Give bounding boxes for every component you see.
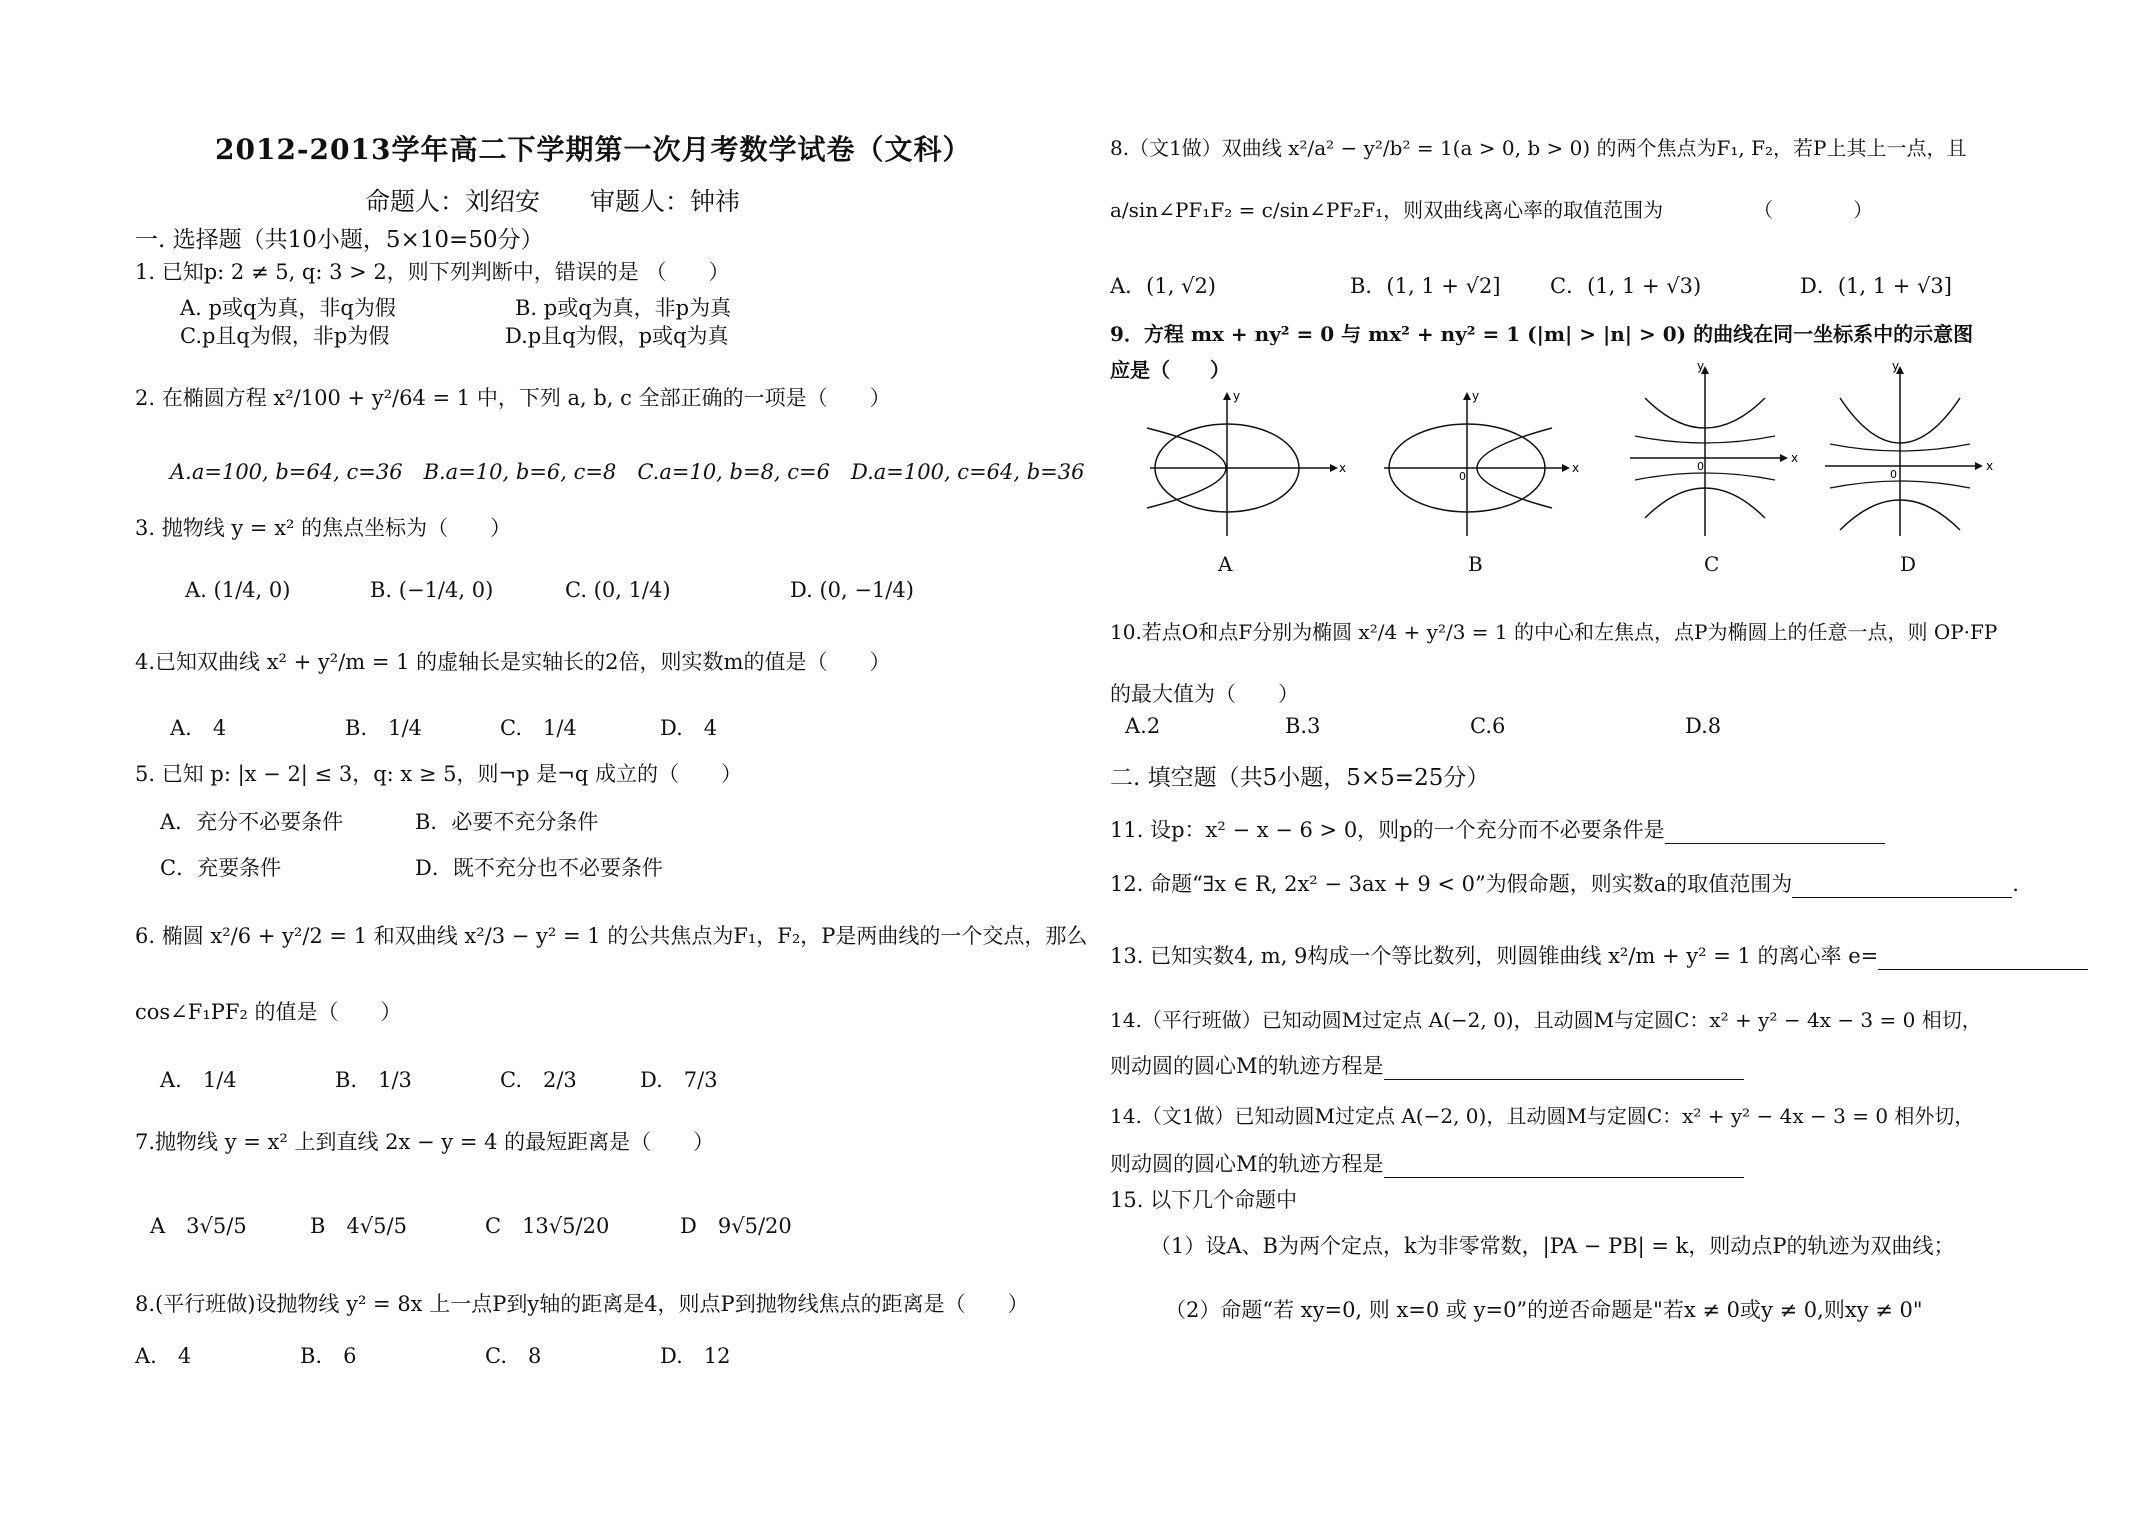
section-fill-heading: 二. 填空题（共5小题，5×5=25分）	[1110, 765, 1490, 791]
q12-end: .	[2012, 872, 2019, 896]
q8p-option-a: A. 4	[135, 1344, 192, 1368]
q5-option-a: A．充分不必要条件	[160, 810, 344, 834]
question-12	[1110, 870, 2019, 898]
question-8-parallel: 8.(平行班做)设抛物线 y² = 8x 上一点P到y轴的距离是4，则点P到抛物线焦点的距离是（ ）	[135, 1292, 1029, 1316]
svg-text:0: 0	[1890, 468, 1897, 481]
q4-option-b: B. 1/4	[345, 716, 422, 740]
q1-option-b: B. p或q为真，非p为真	[515, 296, 732, 320]
q9-caption-d: D	[1900, 552, 1917, 576]
q8p-option-b: B. 6	[300, 1344, 357, 1368]
q4-option-a: A. 4	[170, 716, 227, 740]
q8p-option-c: C. 8	[485, 1344, 542, 1368]
svg-text:x: x	[1572, 461, 1580, 475]
question-10: 10.若点O和点F分别为椭圆 x²/4 + y²/3 = 1 的中心和左焦点，点P为椭圆上的任意一点，则 OP·FP	[1110, 620, 1998, 644]
svg-text:y: y	[1892, 359, 1900, 373]
q14w-answer-blank[interactable]	[1384, 1155, 1744, 1178]
q8w-option-b: B．(1, 1 + √2]	[1350, 274, 1501, 298]
q8w-option-c: C．(1, 1 + √3)	[1550, 274, 1702, 298]
svg-text:x: x	[1339, 461, 1347, 475]
q10-option-a: A.2	[1125, 714, 1161, 738]
q6-option-a: A. 1/4	[160, 1068, 237, 1092]
question-10-cont: 的最大值为（ ）	[1110, 682, 1299, 706]
question-8-wen: 8.（文1做）双曲线 x²/a² − y²/b² = 1(a > 0, b > 0) 的两个焦点为F₁, F₂，若P上其上一点，且	[1110, 136, 1967, 160]
q7-option-c: C 13√5/20	[485, 1214, 610, 1238]
question-11-text: 11. 设p：x² − x − 6 > 0，则p的一个充分而不必要条件是	[1110, 818, 1665, 842]
question-2: 2. 在椭圆方程 x²/100 + y²/64 = 1 中，下列 a, b, c 全部正确的一项是（ ）	[135, 386, 891, 410]
q3-option-d: D. (0, −1/4)	[790, 578, 914, 602]
question-8-wen-cont: a/sin∠PF₁F₂ = c/sin∠PF₂F₁，则双曲线离心率的取值范围为 （ ）	[1110, 198, 1874, 222]
svg-text:y: y	[1472, 389, 1480, 403]
svg-text:x: x	[1986, 459, 1994, 473]
question-9: 9．方程 mx + ny² = 0 与 mx² + ny² = 1 (|m| > |n| > 0) 的曲线在同一坐标系中的示意图	[1110, 322, 1974, 346]
question-1: 1. 已知p: 2 ≠ 5, q: 3 > 2，则下列判断中，错误的是 （ ）	[135, 260, 730, 284]
q1-option-d: D.p且q为假，p或q为真	[505, 324, 729, 348]
question-7: 7.抛物线 y = x² 上到直线 2x − y = 4 的最短距离是（ ）	[135, 1130, 715, 1154]
q13-answer-blank[interactable]	[1878, 947, 2088, 970]
question-4: 4.已知双曲线 x² + y²/m = 1 的虚轴长是实轴长的2倍，则实数m的值是（ ）	[135, 650, 891, 674]
question-9-cont: 应是（ ）	[1110, 358, 1230, 382]
q3-option-a: A. (1/4, 0)	[185, 578, 291, 602]
q10-option-b: B.3	[1285, 714, 1321, 738]
q5-option-d: D．既不充分也不必要条件	[415, 856, 663, 880]
svg-text:x: x	[1791, 451, 1799, 465]
question-15-item-1: （1）设A、B为两个定点，k为非零常数，|PA − PB| = k，则动点P的轨迹为双曲线；	[1150, 1234, 1955, 1258]
authors-line: 命题人：刘绍安 审题人：钟祎	[365, 187, 741, 216]
q11-answer-blank[interactable]	[1665, 821, 1885, 844]
question-13	[1110, 942, 2088, 970]
question-13-text: 13. 已知实数4, m, 9构成一个等比数列，则圆锥曲线 x²/m + y² = 1 的离心率 e=	[1110, 944, 1879, 968]
question-3: 3. 抛物线 y = x² 的焦点坐标为（ ）	[135, 516, 512, 540]
q8p-option-d: D. 12	[660, 1344, 731, 1368]
page-title: 2012-2013学年高二下学期第一次月考数学试卷（文科）	[215, 133, 972, 166]
question-5: 5. 已知 p: |x − 2| ≤ 3，q: x ≥ 5，则¬p 是¬q 成立的（ ）	[135, 762, 742, 786]
question-14-parallel-cont	[1110, 1052, 1744, 1080]
svg-text:0: 0	[1459, 470, 1466, 483]
q9-caption-b: B	[1468, 552, 1483, 576]
q14w-text: 则动圆的圆心M的轨迹方程是	[1110, 1152, 1384, 1176]
q1-option-c: C.p且q为假，非p为假	[180, 324, 390, 348]
q9-caption-a: A	[1218, 552, 1233, 576]
svg-text:y: y	[1233, 389, 1241, 403]
q10-option-d: D.8	[1685, 714, 1722, 738]
section-choice-heading: 一. 选择题（共10小题，5×10=50分）	[135, 227, 544, 253]
q4-option-c: C. 1/4	[500, 716, 577, 740]
q9-diagram-b	[1382, 388, 1582, 538]
q8w-option-a: A．(1, √2)	[1110, 274, 1217, 298]
q4-option-d: D. 4	[660, 716, 718, 740]
q3-option-c: C. (0, 1/4)	[565, 578, 671, 602]
svg-text:y: y	[1697, 359, 1705, 373]
q8w-option-d: D．(1, 1 + √3]	[1800, 274, 1952, 298]
question-6: 6. 椭圆 x²/6 + y²/2 = 1 和双曲线 x²/3 − y² = 1 的公共焦点为F₁，F₂，P是两曲线的一个交点，那么	[135, 924, 1088, 948]
question-15: 15. 以下几个命题中	[1110, 1188, 1298, 1212]
question-14-parallel: 14.（平行班做）已知动圆M过定点 A(−2, 0)，且动圆M与定圆C：x² + y² − 4x − 3 = 0 相切，	[1110, 1008, 1982, 1032]
q3-option-b: B. (−1/4, 0)	[370, 578, 494, 602]
question-14-wen-cont	[1110, 1150, 1744, 1178]
question-14-wen: 14.（文1做）已知动圆M过定点 A(−2, 0)，且动圆M与定圆C：x² + y² − 4x − 3 = 0 相外切，	[1110, 1104, 1975, 1128]
q9-diagram-c	[1625, 358, 1800, 538]
question-15-item-2: （2）命题“若 xy=0, 则 x=0 或 y=0”的逆否命题是"若x ≠ 0或y ≠ 0,则xy ≠ 0"	[1165, 1298, 1923, 1322]
q7-option-a: A 3√5/5	[150, 1214, 247, 1238]
q6-option-b: B. 1/3	[335, 1068, 412, 1092]
q14p-answer-blank[interactable]	[1384, 1057, 1744, 1080]
q1-option-a: A. p或q为真，非q为假	[180, 296, 396, 320]
q2-options: A.a=100, b=64, c=36 B.a=10, b=6, c=8 C.a=10, b=8, c=6 D.a=100, c=64, b=36	[170, 460, 1085, 484]
q9-diagram-a	[1145, 388, 1345, 538]
q9-diagram-d	[1820, 358, 1995, 538]
q7-option-b: B 4√5/5	[310, 1214, 407, 1238]
q12-answer-blank[interactable]	[1792, 875, 2012, 898]
q10-option-c: C.6	[1470, 714, 1506, 738]
q9-caption-c: C	[1704, 552, 1720, 576]
q6-option-d: D. 7/3	[640, 1068, 718, 1092]
q5-option-b: B．必要不充分条件	[415, 810, 599, 834]
svg-text:0: 0	[1697, 460, 1704, 473]
question-11	[1110, 816, 1885, 844]
q5-option-c: C．充要条件	[160, 856, 282, 880]
q7-option-d: D 9√5/20	[680, 1214, 792, 1238]
q14p-text: 则动圆的圆心M的轨迹方程是	[1110, 1054, 1384, 1078]
q6-option-c: C. 2/3	[500, 1068, 577, 1092]
question-6-cont: cos∠F₁PF₂ 的值是（ ）	[135, 1000, 402, 1024]
question-12-text: 12. 命题“∃x ∈ R, 2x² − 3ax + 9 < 0”为假命题，则实数a的取值范围为	[1110, 872, 1793, 896]
